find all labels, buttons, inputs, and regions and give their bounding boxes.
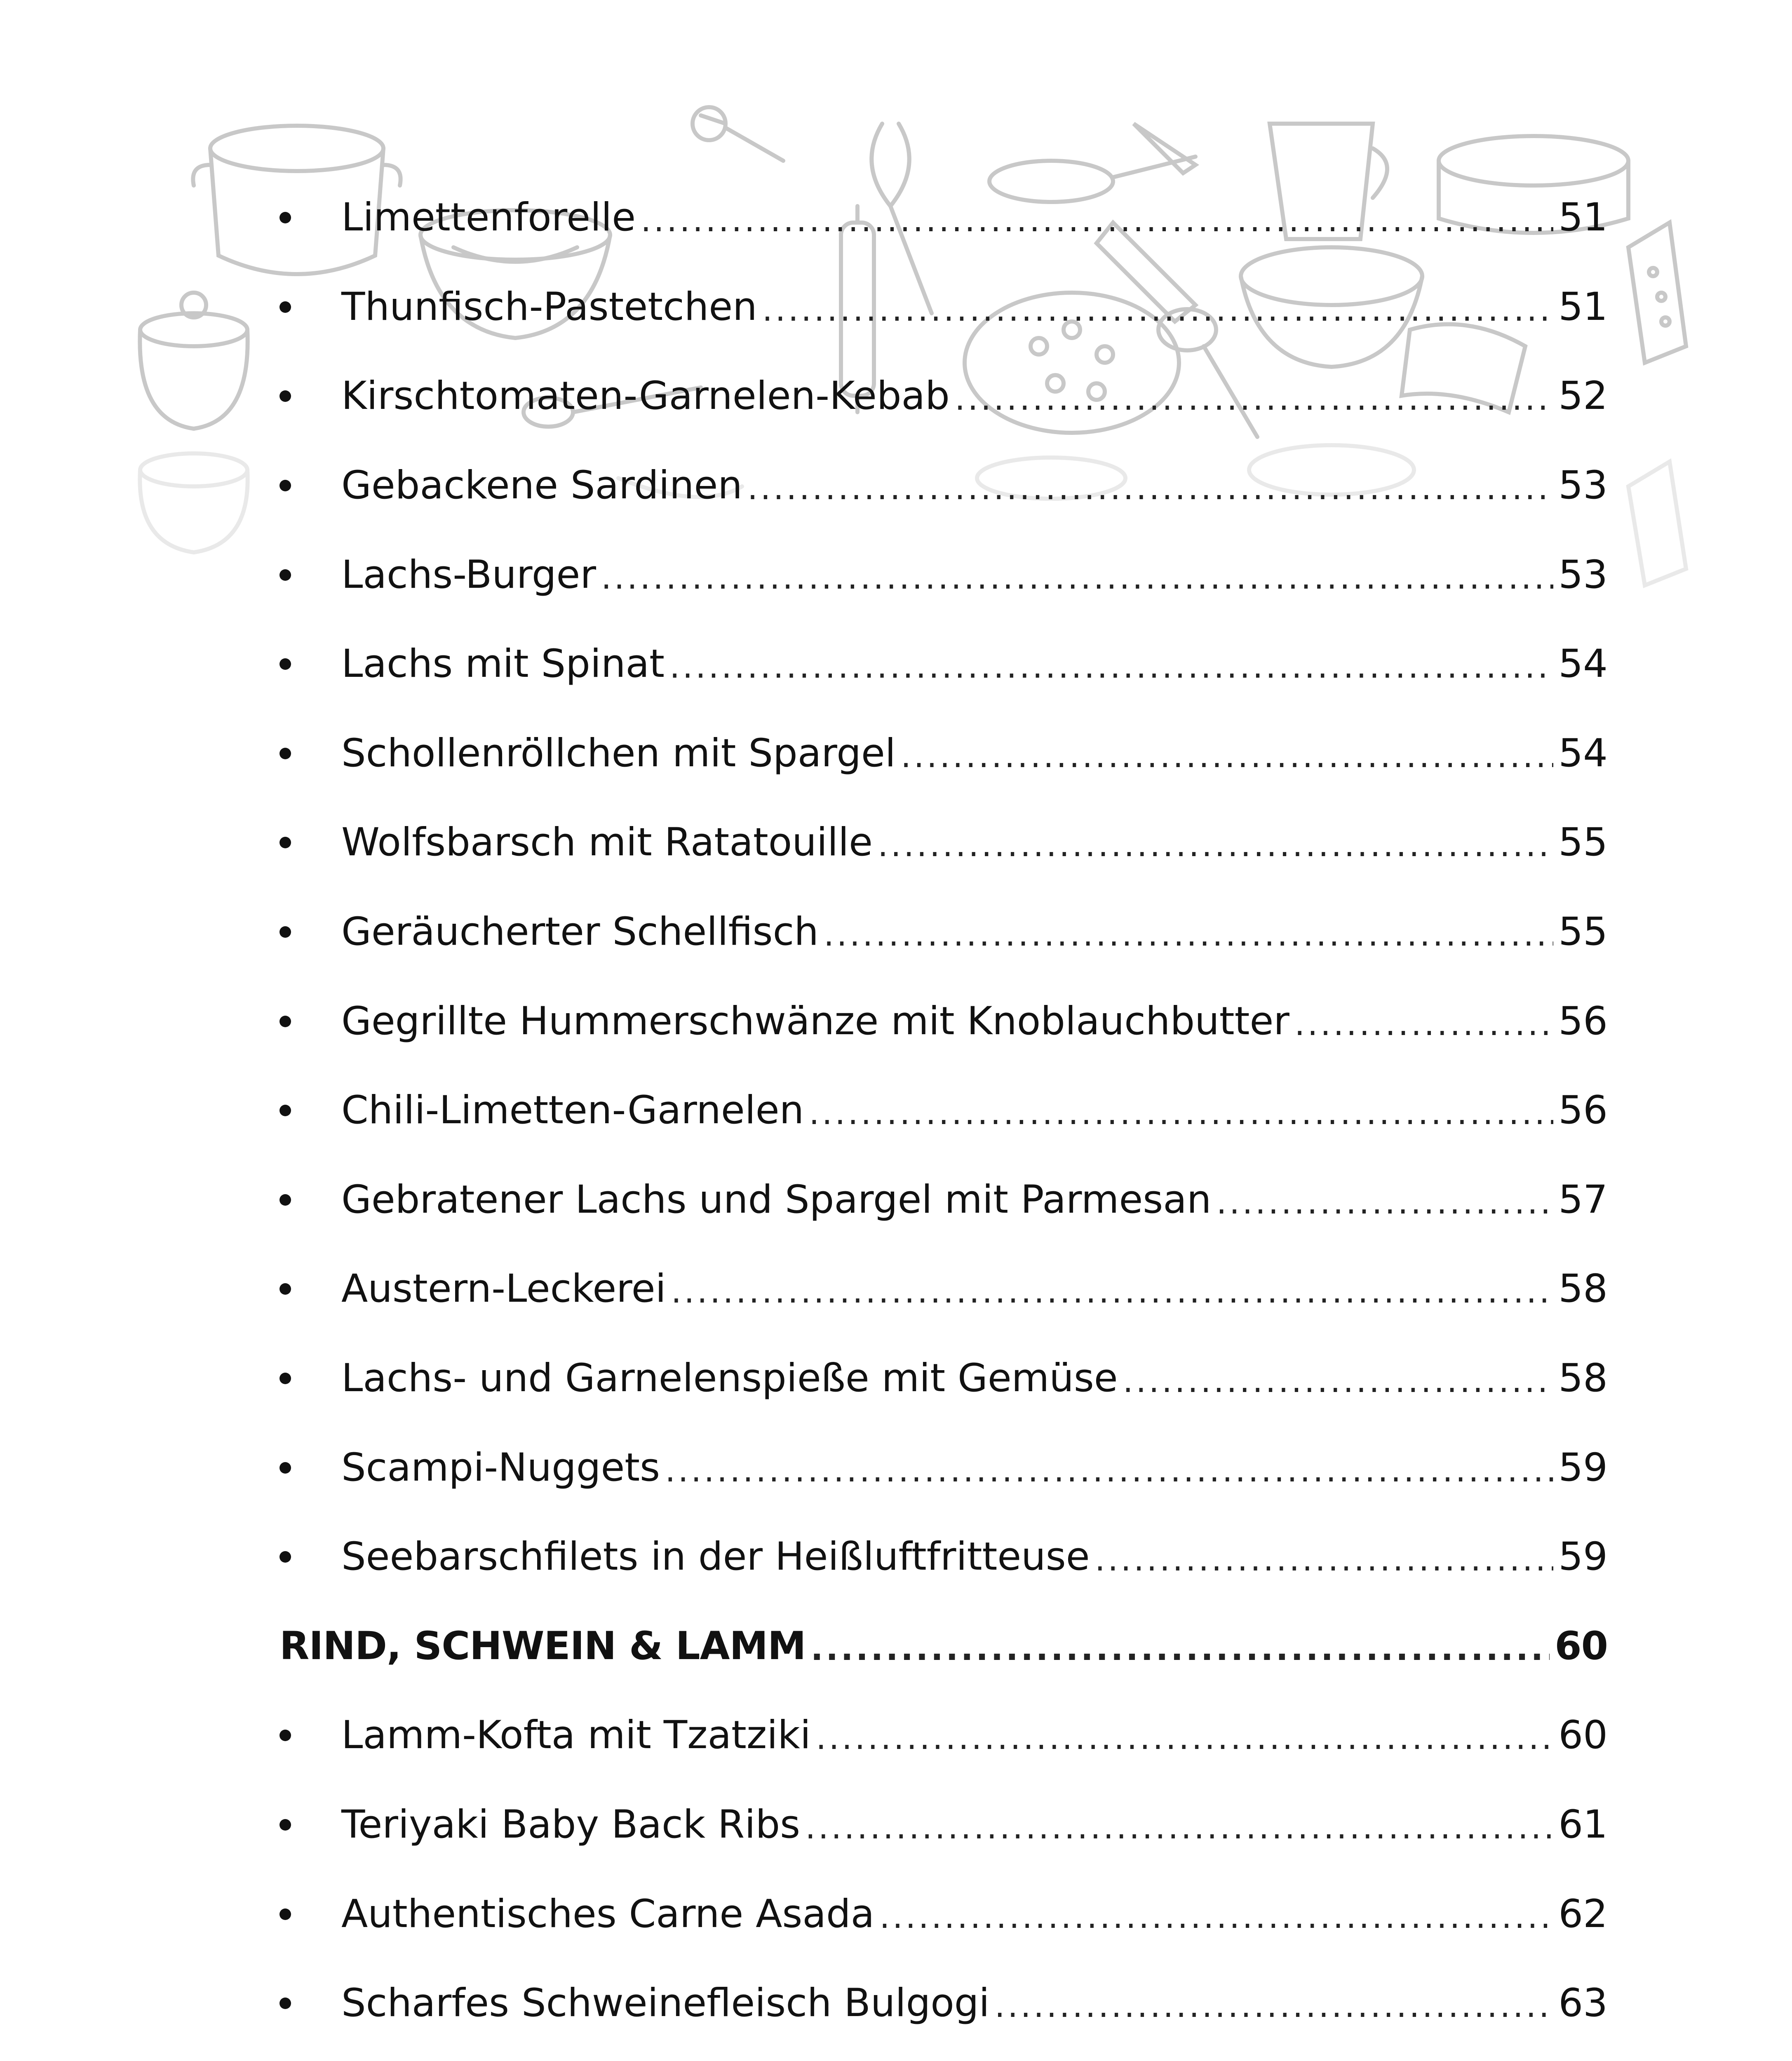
bullet-icon — [279, 1105, 341, 1116]
toc-entry-title: Seebarschfilets in der Heißluftfritteuse — [341, 1534, 1090, 1580]
toc-entry-title: Lamm-Kofta mit Tzatziki — [341, 1713, 811, 1758]
dot-leader — [878, 824, 1553, 861]
toc-entry-title: Gebratener Lachs und Spargel mit Parmesan — [341, 1177, 1212, 1222]
toc-entry-page: 59 — [1558, 1534, 1608, 1580]
dot-leader — [995, 1984, 1554, 2022]
knife-icon — [1134, 124, 1195, 173]
toc-entry-page: 58 — [1558, 1356, 1608, 1401]
toc-entry[interactable] — [279, 1691, 1608, 1780]
toc-entry[interactable] — [279, 977, 1608, 1066]
toc-entry[interactable] — [279, 441, 1608, 531]
toc-entry-page: 53 — [1558, 463, 1608, 508]
bullet-icon — [279, 301, 341, 313]
toc-entry[interactable] — [279, 263, 1608, 352]
dot-leader — [816, 1716, 1553, 1754]
bullet-icon — [279, 1194, 341, 1206]
bullet-icon — [279, 1283, 341, 1295]
toc-entry[interactable] — [279, 1512, 1608, 1602]
dot-leader — [1294, 1002, 1553, 1040]
toc-entry-page: 51 — [1558, 284, 1608, 329]
toc-entry[interactable] — [279, 1244, 1608, 1334]
toc-entry-page: 55 — [1558, 909, 1608, 955]
toc-entry-title: Thunfisch-Pastetchen — [341, 284, 757, 329]
dot-leader — [955, 377, 1554, 415]
bullet-icon — [279, 748, 341, 759]
toc-entry[interactable] — [279, 530, 1608, 620]
toc-entry-page: 60 — [1558, 1713, 1608, 1758]
dot-leader — [665, 1449, 1553, 1487]
toc-entry-page: 54 — [1558, 730, 1608, 776]
toc-entry[interactable] — [279, 352, 1608, 441]
toc-entry-page: 53 — [1558, 552, 1608, 597]
toc-entry-page: 59 — [1558, 1445, 1608, 1490]
toc-entry[interactable] — [279, 1334, 1608, 1423]
dot-leader — [809, 1092, 1553, 1129]
toc-entry[interactable] — [279, 1066, 1608, 1155]
toc-entry-title: Chili-Limetten-Garnelen — [341, 1088, 804, 1133]
toc-entry-title: Scharfes Schweinefleisch Bulgogi — [341, 1981, 990, 2026]
bullet-icon — [279, 1908, 341, 1920]
dot-leader — [901, 735, 1553, 772]
toc-entry-page: 63 — [1558, 1981, 1608, 2026]
toc-entry-page: 51 — [1558, 195, 1608, 240]
toc-entry[interactable] — [279, 173, 1608, 263]
toc-entry[interactable] — [279, 1869, 1608, 1959]
toc-entry-page: 61 — [1558, 1802, 1608, 1847]
toc-entry-title: Lachs mit Spinat — [341, 641, 665, 687]
toc-entry-title: Geräucherter Schellfisch — [341, 909, 819, 955]
toc-entry-title: Teriyaki Baby Back Ribs — [341, 1802, 801, 1847]
bullet-icon — [279, 212, 341, 223]
dot-leader — [1123, 1359, 1554, 1397]
grater-icon — [1628, 223, 1686, 363]
bullet-icon — [279, 1016, 341, 1027]
dot-leader — [824, 913, 1553, 951]
dot-leader — [641, 199, 1553, 237]
dot-leader — [879, 1895, 1553, 1933]
toc-entry[interactable] — [279, 1959, 1608, 2048]
ladle-icon — [693, 107, 783, 161]
bullet-icon — [279, 837, 341, 848]
toc-entry-title: Gebackene Sardinen — [341, 463, 742, 508]
dot-leader — [762, 288, 1554, 326]
toc-entry-page: 56 — [1558, 1088, 1608, 1133]
table-of-contents — [279, 173, 1608, 2061]
dot-leader — [1216, 1181, 1553, 1219]
toc-entry-title: Lachs- und Garnelenspieße mit Gemüse — [341, 1356, 1118, 1401]
dot-leader — [669, 645, 1553, 683]
toc-entry-title: Austern-Leckerei — [341, 1266, 666, 1312]
toc-entry[interactable] — [279, 798, 1608, 887]
bullet-icon — [279, 390, 341, 402]
bullet-icon — [279, 658, 341, 670]
toc-section-title: RIND, SCHWEIN & LAMM — [279, 1623, 806, 1669]
toc-entry-page: 56 — [1558, 998, 1608, 1044]
toc-section-page: 60 — [1555, 1623, 1608, 1669]
toc-entry[interactable] — [279, 887, 1608, 977]
toc-entry-title: Lachs-Burger — [341, 552, 596, 597]
bullet-icon — [279, 1462, 341, 1474]
toc-section-heading[interactable] — [279, 1602, 1608, 1691]
toc-entry[interactable] — [279, 1423, 1608, 1512]
bullet-icon — [279, 569, 341, 581]
bullet-icon — [279, 1730, 341, 1741]
toc-entry-title: Gegrillte Hummerschwänze mit Knoblauchbutter — [341, 998, 1289, 1044]
sugar-bowl-icon — [140, 293, 247, 429]
toc-entry-title: Wolfsbarsch mit Ratatouille — [341, 820, 873, 865]
bullet-icon — [279, 1998, 341, 2009]
bullet-icon — [279, 926, 341, 938]
bullet-icon — [279, 480, 341, 491]
toc-entry-title: Limettenforelle — [341, 195, 636, 240]
toc-entry-page: 58 — [1558, 1266, 1608, 1312]
toc-entry-title: Schollenröllchen mit Spargel — [341, 730, 896, 776]
toc-entry[interactable] — [279, 2048, 1608, 2061]
toc-entry[interactable] — [279, 709, 1608, 798]
dot-leader — [671, 1270, 1554, 1308]
bullet-icon — [279, 1551, 341, 1563]
dot-leader — [747, 467, 1554, 505]
toc-entry-title: Scampi-Nuggets — [341, 1445, 660, 1490]
dot-leader — [811, 1627, 1550, 1665]
bullet-icon — [279, 1373, 341, 1384]
dot-leader — [601, 556, 1553, 594]
toc-entry-page: 57 — [1558, 1177, 1608, 1222]
toc-entry[interactable] — [279, 1155, 1608, 1245]
toc-entry-title: Authentisches Carne Asada — [341, 1891, 875, 1937]
dot-leader — [805, 1806, 1553, 1844]
toc-entry-title: Kirschtomaten-Garnelen-Kebab — [341, 373, 950, 419]
toc-entry[interactable] — [279, 620, 1608, 709]
toc-entry-page: 55 — [1558, 820, 1608, 865]
toc-entry-page: 62 — [1558, 1891, 1608, 1937]
toc-entry[interactable] — [279, 1780, 1608, 1870]
dot-leader — [1095, 1538, 1554, 1576]
toc-entry-page: 52 — [1558, 373, 1608, 419]
toc-entry-page: 54 — [1558, 641, 1608, 687]
bullet-icon — [279, 1819, 341, 1831]
